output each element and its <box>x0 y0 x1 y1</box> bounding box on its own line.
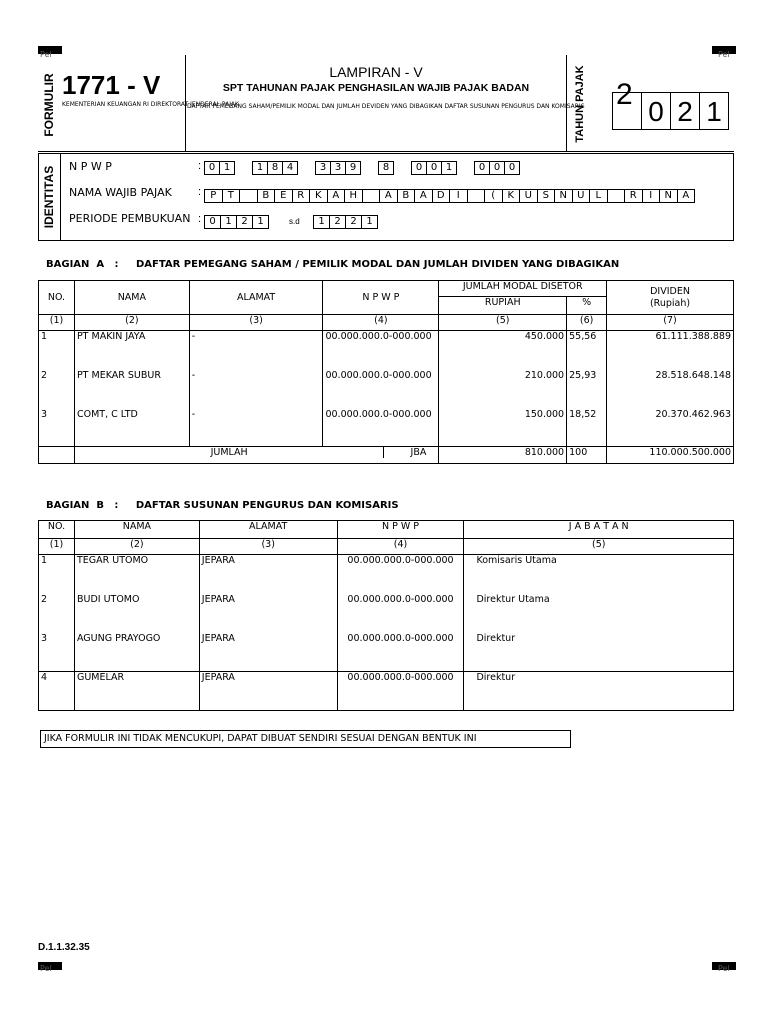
char-box: A <box>414 189 433 203</box>
char-box: 8 <box>378 161 394 175</box>
char-box: 2 <box>236 215 253 229</box>
row-rupiah: 210.000 <box>439 370 567 409</box>
form-note <box>40 730 571 748</box>
char-box: K <box>309 189 328 203</box>
row-jabatan: Direktur <box>464 633 734 672</box>
periode-label: PERIODE PEMBUKUAN <box>69 212 191 225</box>
ministry-text: KEMENTERIAN KEUANGAN RI DIREKTORAT JENDERAL PAJAK <box>62 101 239 108</box>
table-row <box>39 633 734 672</box>
char-box: R <box>624 189 643 203</box>
col-number: (2) <box>74 539 199 555</box>
row-nama: AGUNG PRAYOGO <box>74 633 199 672</box>
row-npwp: 00.000.000.0-000.000 <box>323 370 439 409</box>
row-nama: BUDI UTOMO <box>74 594 199 633</box>
year-digit: 1 <box>699 92 729 130</box>
char-box: 1 <box>252 215 269 229</box>
table-row <box>39 594 734 633</box>
char-box-group <box>204 161 234 179</box>
row-nama: PT MAKIN JAYA <box>74 331 189 370</box>
char-box: 3 <box>315 161 331 175</box>
char-box: 1 <box>219 161 235 175</box>
char-box: I <box>642 189 661 203</box>
col-header-dividen <box>607 281 734 315</box>
row-nama: COMT, C LTD <box>74 409 189 447</box>
periode-to-field <box>313 215 377 233</box>
char-box: 1 <box>441 161 457 175</box>
col-number: (1) <box>39 315 75 331</box>
tahun-pajak-label: TAHUN PAJAK <box>574 65 586 143</box>
char-box: N <box>554 189 573 203</box>
row-alamat: - <box>189 331 323 370</box>
char-box: I <box>449 189 468 203</box>
year-box-1 <box>612 92 642 130</box>
colon: : <box>198 186 202 198</box>
char-box: T <box>222 189 241 203</box>
col-number: (7) <box>607 315 734 331</box>
bagian-a-title: BAGIAN A : DAFTAR PEMEGANG SAHAM / PEMILIK MODAL DAN JUMLAH DIVIDEN YANG DIBAGIKAN <box>46 259 620 270</box>
row-no: 1 <box>39 331 75 370</box>
npwp-field <box>204 161 537 179</box>
col-number: (3) <box>189 315 323 331</box>
row-no: 3 <box>39 633 75 672</box>
row-npwp: 00.000.000.0-000.000 <box>337 672 464 711</box>
char-box-group <box>378 161 393 179</box>
total-label: JUMLAH <box>210 447 248 458</box>
char-box: 0 <box>504 161 520 175</box>
row-dividen: 20.370.462.963 <box>607 409 734 447</box>
npwp-label: N P W P <box>69 160 112 173</box>
tax-year <box>612 78 732 130</box>
spt-title: SPT TAHUNAN PAJAK PENGHASILAN WAJIB PAJAK BADAN <box>222 82 530 94</box>
total-persen: 100 <box>567 447 607 464</box>
row-npwp: 00.000.000.0-000.000 <box>337 555 464 594</box>
table-row <box>39 409 734 447</box>
col-header-rupiah: RUPIAH <box>439 297 567 315</box>
row-no: 2 <box>39 370 75 409</box>
row-persen: 55,56 <box>567 331 607 370</box>
char-box: 0 <box>204 161 220 175</box>
char-box-group <box>411 161 456 179</box>
char-box: 1 <box>220 215 237 229</box>
colon: : <box>198 213 202 225</box>
row-jabatan: Direktur <box>464 672 734 711</box>
table-row <box>39 331 734 370</box>
col-header-no: NO. <box>39 281 75 315</box>
col-header-nama: NAMA <box>74 281 189 315</box>
row-alamat: - <box>189 409 323 447</box>
col-number: (2) <box>74 315 189 331</box>
bagian-b-table <box>38 520 734 711</box>
marker-label: Pel <box>718 964 730 973</box>
sd-label: s.d <box>289 217 300 226</box>
char-box: 0 <box>489 161 505 175</box>
char-box: ( <box>484 189 503 203</box>
char-box: D <box>432 189 451 203</box>
row-nama: PT MEKAR SUBUR <box>74 370 189 409</box>
row-persen: 18,52 <box>567 409 607 447</box>
marker-label: Pel <box>40 964 52 973</box>
char-box: K <box>502 189 521 203</box>
row-jabatan: Direktur Utama <box>464 594 734 633</box>
colon: : <box>198 160 202 172</box>
char-box: 0 <box>204 215 221 229</box>
col-header-alamat: ALAMAT <box>189 281 323 315</box>
char-box <box>362 189 381 203</box>
row-no: 1 <box>39 555 75 594</box>
char-box: B <box>257 189 276 203</box>
note-text: JIKA FORMULIR INI TIDAK MENCUKUPI, DAPAT DIBUAT SENDIRI SESUAI DENGAN BENTUK INI <box>44 733 477 744</box>
char-box: 9 <box>345 161 361 175</box>
total-rupiah: 810.000 <box>439 447 567 464</box>
row-alamat: JEPARA <box>199 555 337 594</box>
col-number: (6) <box>567 315 607 331</box>
row-alamat: - <box>189 370 323 409</box>
col-number: (3) <box>199 539 337 555</box>
bagian-b-title: BAGIAN B : DAFTAR SUSUNAN PENGURUS DAN KOMISARIS <box>46 500 399 511</box>
marker-label: Pel <box>40 50 52 59</box>
char-box: E <box>274 189 293 203</box>
table-row <box>39 672 734 711</box>
char-box-group <box>315 161 360 179</box>
col-number: (5) <box>464 539 734 555</box>
row-no: 4 <box>39 672 75 711</box>
year-digit: 0 <box>641 92 671 130</box>
char-box: 2 <box>345 215 362 229</box>
char-box: 4 <box>282 161 298 175</box>
char-box: A <box>379 189 398 203</box>
dividen-sublabel: (Rupiah) <box>649 297 691 309</box>
row-npwp: 00.000.000.0-000.000 <box>323 331 439 370</box>
col-header-persen: % <box>567 297 607 315</box>
form-subtitle: DAFTAR PEMEGANG SAHAM/PEMILIK MODAL DAN JUMLAH DEVIDEN YANG DIBAGIKAN DAFTAR SUSUNAN PENGURUS DAN KOMISARIS <box>187 103 585 110</box>
dividen-label: DIVIDEN <box>650 285 690 297</box>
row-npwp: 00.000.000.0-000.000 <box>337 633 464 672</box>
row-alamat: JEPARA <box>199 594 337 633</box>
formulir-label: FORMULIR <box>42 73 56 137</box>
lampiran-title: LAMPIRAN - V <box>329 64 423 80</box>
year-digit: 2 <box>670 92 700 130</box>
row-alamat: JEPARA <box>199 633 337 672</box>
char-box: 8 <box>267 161 283 175</box>
char-box <box>239 189 258 203</box>
char-box: L <box>589 189 608 203</box>
char-box: 2 <box>329 215 346 229</box>
total-label-cell <box>74 447 438 464</box>
char-box: 1 <box>313 215 330 229</box>
col-number: (5) <box>439 315 567 331</box>
row-npwp: 00.000.000.0-000.000 <box>323 409 439 447</box>
col-header-modal: JUMLAH MODAL DISETOR <box>439 281 607 297</box>
row-jabatan: Komisaris Utama <box>464 555 734 594</box>
char-box: B <box>397 189 416 203</box>
row-no: 3 <box>39 409 75 447</box>
table-row <box>39 555 734 594</box>
char-box: 0 <box>474 161 490 175</box>
identitas-divider <box>60 153 61 241</box>
col-header-nama: NAMA <box>74 521 199 539</box>
periode-from-field <box>204 215 268 233</box>
col-number: (4) <box>323 315 439 331</box>
year-digit: 2 <box>616 78 633 111</box>
col-number: (1) <box>39 539 75 555</box>
char-box: P <box>204 189 223 203</box>
char-box: 1 <box>252 161 268 175</box>
char-box-group <box>313 215 377 233</box>
char-box-group <box>474 161 519 179</box>
row-rupiah: 450.000 <box>439 331 567 370</box>
row-alamat: JEPARA <box>199 672 337 711</box>
char-box <box>607 189 626 203</box>
identitas-label: IDENTITAS <box>42 165 56 229</box>
col-number: (4) <box>337 539 464 555</box>
footer-code: D.1.1.32.35 <box>38 942 90 953</box>
row-nama: GUMELAR <box>74 672 199 711</box>
col-header-npwp: N P W P <box>337 521 464 539</box>
row-persen: 25,93 <box>567 370 607 409</box>
char-box: 1 <box>361 215 378 229</box>
table-row <box>39 370 734 409</box>
bagian-a-table <box>38 280 734 464</box>
col-header-npwp: N P W P <box>323 281 439 315</box>
row-rupiah: 150.000 <box>439 409 567 447</box>
char-box: U <box>572 189 591 203</box>
char-box: N <box>659 189 678 203</box>
char-box: 0 <box>411 161 427 175</box>
total-row <box>39 447 734 464</box>
total-blank <box>39 447 75 464</box>
char-box: R <box>292 189 311 203</box>
char-box-group <box>204 215 268 233</box>
row-dividen: 61.111.388.889 <box>607 331 734 370</box>
row-no: 2 <box>39 594 75 633</box>
form-number: 1771 - V <box>62 70 161 100</box>
char-box-group <box>252 161 297 179</box>
col-header-no: NO. <box>39 521 75 539</box>
char-box: U <box>519 189 538 203</box>
char-box <box>467 189 486 203</box>
col-header-jabatan: J A B A T A N <box>464 521 734 539</box>
nama-wp-label: NAMA WAJIB PAJAK <box>69 186 172 199</box>
char-box: 0 <box>426 161 442 175</box>
row-nama: TEGAR UTOMO <box>74 555 199 594</box>
total-code: JBA <box>383 447 438 458</box>
char-box: S <box>537 189 556 203</box>
row-npwp: 00.000.000.0-000.000 <box>337 594 464 633</box>
char-box: A <box>327 189 346 203</box>
char-box-group <box>204 189 694 207</box>
marker-label: Pel <box>718 50 730 59</box>
char-box: 3 <box>330 161 346 175</box>
col-header-alamat: ALAMAT <box>199 521 337 539</box>
nama-wp-field <box>204 189 694 207</box>
row-dividen: 28.518.648.148 <box>607 370 734 409</box>
total-dividen: 110.000.500.000 <box>607 447 734 464</box>
char-box: A <box>677 189 696 203</box>
char-box: H <box>344 189 363 203</box>
